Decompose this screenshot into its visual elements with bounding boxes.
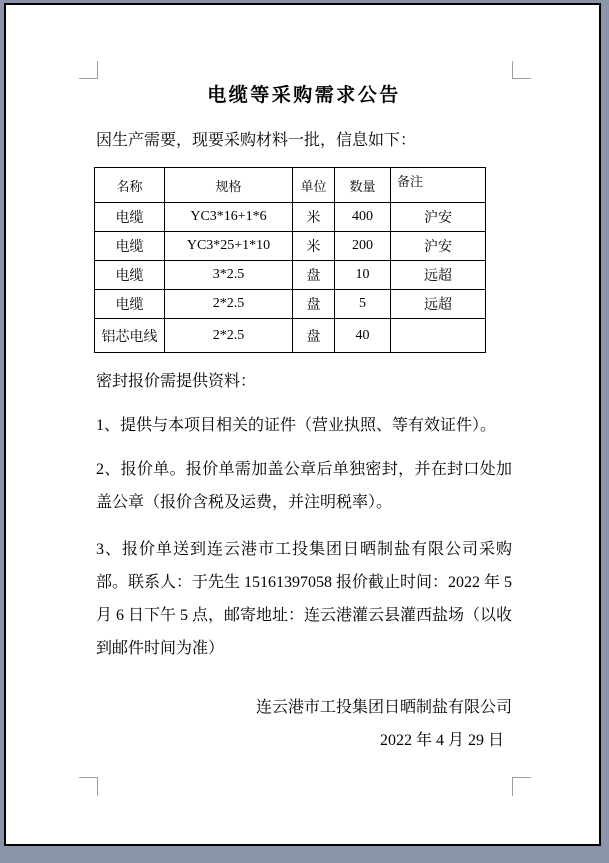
table-cell: 盘	[293, 319, 335, 353]
table-row	[95, 290, 486, 319]
table-row	[95, 203, 486, 232]
table-cell: 盘	[293, 261, 335, 290]
table-cell: 铝芯电线	[95, 319, 165, 353]
table-cell: 米	[293, 232, 335, 261]
requirements-heading: 密封报价需提供资料：	[96, 373, 257, 390]
table-cell: 沪安	[391, 203, 486, 232]
table-row	[95, 232, 486, 261]
table-header-row	[95, 168, 486, 203]
signature-date: 2022 年 4 月 29 日	[379, 732, 504, 749]
document-title: 电缆等采购需求公告	[207, 85, 401, 106]
intro-paragraph: 因生产需要，现要采购材料一批，信息如下：	[96, 132, 417, 149]
table-cell: 电缆	[95, 290, 165, 319]
requirement-item-2: 2、报价单。报价单需加盖公章后单独密封，并在封口处加盖公章（报价含税及运费，并注明税率）。	[96, 461, 512, 511]
requirement-item-3: 3、报价单送到连云港市工投集团日晒制盐有限公司采购部。联系人：于先生 15161397058 报价截止时间：2022 年 5 月 6 日下午 5 点，邮寄地址：连云港灌云县灌西盐场（以收到邮件时间为准）	[96, 541, 513, 657]
table-cell: 2*2.5	[165, 319, 293, 353]
table-cell: 3*2.5	[165, 261, 293, 290]
table-header-cell: 数量	[335, 168, 391, 203]
signature-company: 连云港市工投集团日晒制盐有限公司	[255, 699, 512, 716]
table-cell: 2*2.5	[165, 290, 293, 319]
margin-crop-mark-top-right	[512, 61, 531, 79]
table-cell: 200	[335, 232, 391, 261]
table-cell	[391, 319, 486, 353]
table-cell: 远超	[391, 261, 486, 290]
table-header-cell: 备注	[391, 168, 486, 203]
table-cell: 盘	[293, 290, 335, 319]
table-row	[95, 261, 486, 290]
table-header-cell: 名称	[95, 168, 165, 203]
table-cell: 电缆	[95, 203, 165, 232]
table-cell: YC3*25+1*10	[165, 232, 293, 261]
margin-crop-mark-top-left	[79, 61, 98, 79]
table-cell: YC3*16+1*6	[165, 203, 293, 232]
margin-crop-mark-bottom-left	[79, 777, 98, 796]
table-row	[95, 319, 486, 353]
table-cell: 沪安	[391, 232, 486, 261]
table-cell: 400	[335, 203, 391, 232]
procurement-table	[94, 167, 486, 353]
margin-crop-mark-bottom-right	[512, 777, 531, 796]
table-cell: 5	[335, 290, 391, 319]
table-cell: 电缆	[95, 232, 165, 261]
table-cell: 电缆	[95, 261, 165, 290]
document-content	[96, 84, 512, 757]
requirement-item-1: 1、提供与本项目相关的证件（营业执照、等有效证件）。	[96, 417, 497, 434]
table-cell: 10	[335, 261, 391, 290]
table-cell: 40	[335, 319, 391, 353]
table-header-cell: 规格	[165, 168, 293, 203]
table-cell: 米	[293, 203, 335, 232]
table-header-cell: 单位	[293, 168, 335, 203]
table-cell: 远超	[391, 290, 486, 319]
